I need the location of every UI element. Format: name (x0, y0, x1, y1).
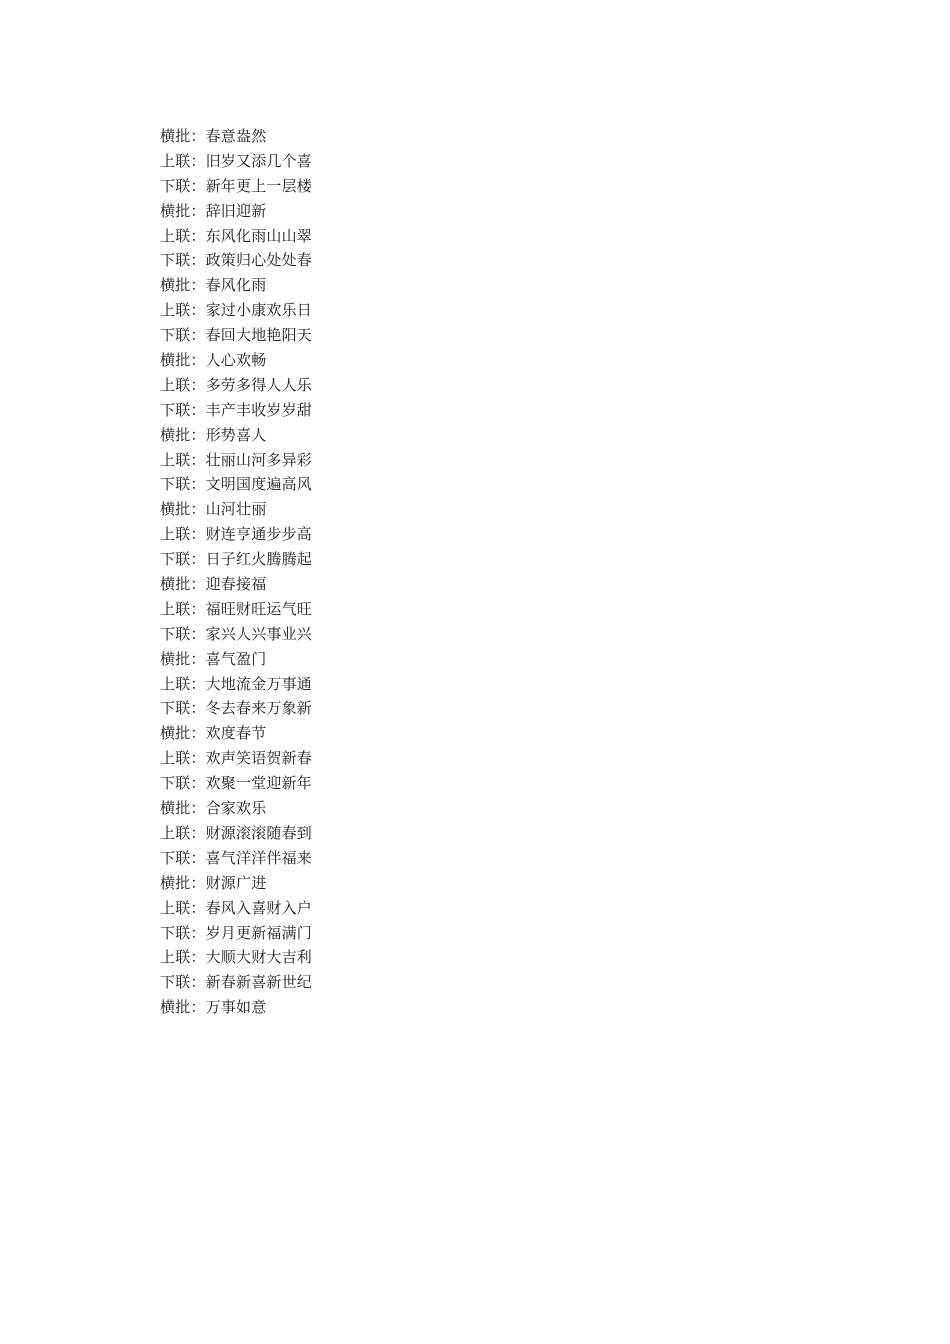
couplet-line: 上联：壮丽山河多异彩 (160, 450, 313, 469)
couplet-line: 横批：形势喜人 (160, 425, 267, 444)
couplet-line: 下联：丰产丰收岁岁甜 (160, 400, 313, 419)
couplet-line: 上联：家过小康欢乐日 (160, 301, 313, 320)
couplet-line: 下联：新年更上一层楼 (160, 176, 313, 195)
couplet-line: 横批：辞旧迎新 (160, 201, 267, 220)
couplet-line: 下联：冬去春来万象新 (160, 699, 313, 718)
couplet-line: 横批：春意盎然 (160, 127, 267, 145)
couplet-line: 上联：大地流金万事通 (160, 674, 313, 693)
couplet-line: 下联：欢聚一堂迎新年 (160, 774, 313, 793)
couplet-line: 上联：春风入喜财入户 (160, 898, 313, 917)
couplet-line: 横批：万事如意 (160, 998, 267, 1017)
couplet-line: 上联：财连亨通步步高 (160, 525, 313, 544)
couplet-line: 下联：岁月更新福满门 (160, 923, 313, 942)
couplet-list (160, 124, 560, 1020)
couplet-line: 横批：春风化雨 (160, 276, 267, 295)
couplet-line: 上联：福旺财旺运气旺 (160, 599, 313, 618)
couplet-line: 横批：欢度春节 (160, 724, 267, 743)
couplet-line: 下联：家兴人兴事业兴 (160, 624, 313, 643)
couplet-line: 横批：山河壮丽 (160, 500, 267, 519)
couplet-line: 横批：人心欢畅 (160, 351, 267, 370)
couplet-line: 上联：旧岁又添几个喜 (160, 151, 313, 170)
couplet-line: 上联：多劳多得人人乐 (160, 375, 313, 394)
couplet-line: 上联：财源滚滚随春到 (160, 823, 313, 842)
couplet-line: 下联：政策归心处处春 (160, 251, 313, 270)
couplet-line: 上联：大顺大财大吉利 (160, 948, 313, 967)
couplet-line: 横批：喜气盈门 (160, 649, 267, 668)
couplet-line: 下联：喜气洋洋伴福来 (160, 848, 313, 867)
couplet-line: 下联：日子红火腾腾起 (160, 550, 313, 569)
couplet-line: 下联：春回大地艳阳天 (160, 326, 313, 345)
couplet-line: 下联：新春新喜新世纪 (160, 973, 313, 992)
couplet-line: 横批：财源广进 (160, 873, 267, 892)
couplet-line: 横批：迎春接福 (160, 575, 267, 594)
couplet-line: 上联：东风化雨山山翠 (160, 226, 313, 245)
couplet-line: 下联：文明国度遍高风 (160, 475, 313, 494)
couplet-line: 上联：欢声笑语贺新春 (160, 749, 313, 768)
couplet-line: 横批：合家欢乐 (160, 799, 267, 818)
